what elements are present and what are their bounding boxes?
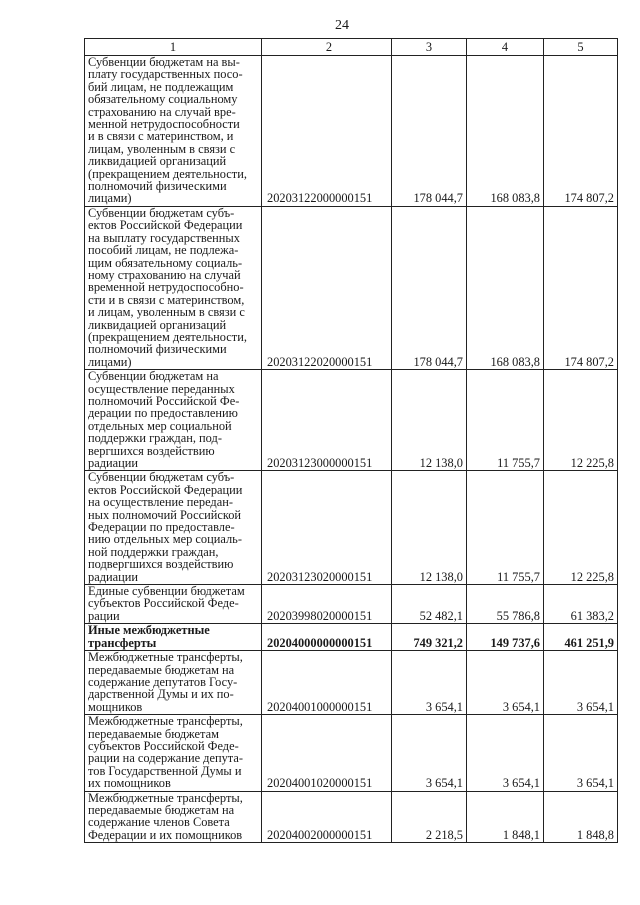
- row-name-line: содержание депутатов Госу-: [88, 674, 238, 689]
- row-name-line: лицам, уволенным в связи с: [88, 141, 236, 156]
- row-name-line: щим обязательному социаль-: [88, 255, 243, 270]
- row-value-col4: 11 755,7: [467, 471, 544, 585]
- row-name-line: радиации: [88, 569, 139, 584]
- row-name-line: передаваемые бюджетам: [88, 726, 219, 741]
- row-name-line: их помощников: [88, 776, 171, 791]
- row-name-line: ных полномочий Российской: [88, 507, 242, 522]
- row-name-cell: [85, 651, 262, 715]
- row-name-line: Субвенции бюджетам субъ-: [88, 470, 235, 485]
- header-col-4: 4: [467, 39, 544, 56]
- row-value-col3: 749 321,2: [392, 624, 467, 651]
- row-value-col4: 168 083,8: [467, 206, 544, 369]
- row-code-cell: 20203998020000151: [262, 585, 392, 624]
- row-name-line: Единые субвенции бюджетам: [88, 584, 245, 599]
- row-code-cell: 20204002000000151: [262, 791, 392, 843]
- row-name-line: подвергшихся воздействию: [88, 557, 234, 572]
- row-code-cell: 20203123020000151: [262, 471, 392, 585]
- row-value-col3: 3 654,1: [392, 651, 467, 715]
- page-number: 24: [335, 18, 349, 33]
- row-name-line: содержание членов Совета: [88, 815, 230, 830]
- row-name-line: на выплату государственных: [88, 230, 240, 245]
- row-value-col5: 3 654,1: [544, 651, 618, 715]
- row-name-cell: [85, 715, 262, 791]
- row-name-line: Федерации и их помощников: [88, 827, 243, 842]
- row-name-line: рации: [88, 608, 120, 623]
- row-value-col5: 1 848,8: [544, 791, 618, 843]
- row-name-line: передаваемые бюджетам на: [88, 662, 235, 677]
- row-value-col5: 174 807,2: [544, 56, 618, 207]
- row-value-col4: 149 737,6: [467, 624, 544, 651]
- row-name-line: временной нетрудоспособно-: [88, 280, 244, 295]
- row-name-line: страхованию на случай вре-: [88, 104, 236, 119]
- row-name-line: лицами): [88, 191, 132, 206]
- row-name-line: ному страхованию на случай: [88, 267, 241, 282]
- row-name-line: сти и в связи с материнством,: [88, 292, 245, 307]
- row-code-cell: 20204000000000151: [262, 624, 392, 651]
- row-value-col3: 12 138,0: [392, 471, 467, 585]
- row-name-line: Субвенции бюджетам на: [88, 369, 219, 384]
- budget-table: [84, 38, 618, 843]
- row-value-col3: 52 482,1: [392, 585, 467, 624]
- table-row: [85, 651, 618, 715]
- row-name-line: субъектов Российской Феде-: [88, 738, 239, 753]
- row-name-line: лицами): [88, 354, 132, 369]
- row-value-col4: 3 654,1: [467, 715, 544, 791]
- row-code-cell: 20204001020000151: [262, 715, 392, 791]
- row-code-cell: 20203122000000151: [262, 56, 392, 207]
- row-name-line: Межбюджетные трансферты,: [88, 650, 243, 665]
- row-name-line: Федерации по предоставле-: [88, 520, 235, 535]
- row-name-line: бий лицам, не подлежащим: [88, 79, 234, 94]
- table-row: [85, 370, 618, 471]
- row-value-col5: 12 225,8: [544, 370, 618, 471]
- row-name-line: (прекращением деятельности,: [88, 329, 247, 344]
- row-name-line: нию отдельных мер социаль-: [88, 532, 242, 547]
- row-name-cell: [85, 585, 262, 624]
- row-name-cell: [85, 370, 262, 471]
- row-name-line: полномочий Российской Фе-: [88, 393, 240, 408]
- row-name-line: и в связи с материнством, и: [88, 129, 234, 144]
- row-name-line: менной нетрудоспособности: [88, 117, 240, 132]
- row-name-line: пособий лицам, не подлежа-: [88, 243, 239, 258]
- row-name-cell: [85, 206, 262, 369]
- header-col-2: 2: [262, 39, 392, 56]
- table-row: [85, 715, 618, 791]
- row-value-col5: 174 807,2: [544, 206, 618, 369]
- table-row: [85, 56, 618, 207]
- row-name-line: поддержки граждан, под-: [88, 431, 222, 446]
- row-name-line: мощников: [88, 699, 143, 714]
- row-name-line: ной поддержки граждан,: [88, 544, 219, 559]
- row-code-cell: 20204001000000151: [262, 651, 392, 715]
- row-name-cell: [85, 624, 262, 651]
- row-value-col3: 3 654,1: [392, 715, 467, 791]
- row-value-col5: 3 654,1: [544, 715, 618, 791]
- row-name-line: полномочий физическими: [88, 342, 227, 357]
- row-name-cell: [85, 56, 262, 207]
- row-name-line: Межбюджетные трансферты,: [88, 790, 243, 805]
- row-value-col3: 178 044,7: [392, 206, 467, 369]
- header-col-5: 5: [544, 39, 618, 56]
- row-name-line: на осуществление передан-: [88, 495, 233, 510]
- row-name-line: вергшихся воздействию: [88, 443, 215, 458]
- row-name-line: ектов Российской Федерации: [88, 218, 243, 233]
- row-name-line: (прекращением деятельности,: [88, 166, 247, 181]
- row-name-line: полномочий физическими: [88, 179, 227, 194]
- row-name-cell: [85, 791, 262, 843]
- row-name-line: радиации: [88, 456, 139, 470]
- row-name-line: субъектов Российской Феде-: [88, 596, 239, 611]
- row-value-col5: 61 383,2: [544, 585, 618, 624]
- table-row: [85, 471, 618, 585]
- table-row: [85, 624, 618, 651]
- row-name-line: ликвидацией организаций: [88, 154, 227, 169]
- row-value-col3: 12 138,0: [392, 370, 467, 471]
- row-value-col5: 461 251,9: [544, 624, 618, 651]
- row-value-col4: 168 083,8: [467, 56, 544, 207]
- row-value-col4: 3 654,1: [467, 651, 544, 715]
- row-name-line: дарственной Думы и их по-: [88, 687, 234, 702]
- table-row: [85, 791, 618, 843]
- row-name-line: тов Государственной Думы и: [88, 763, 242, 778]
- row-name-line: ликвидацией организаций: [88, 317, 227, 332]
- row-name-line: плату государственных посо-: [88, 67, 243, 82]
- table-row: [85, 206, 618, 369]
- row-name-line: осуществление переданных: [88, 381, 235, 396]
- table-row: [85, 585, 618, 624]
- row-value-col3: 2 218,5: [392, 791, 467, 843]
- row-code-cell: 20203123000000151: [262, 370, 392, 471]
- row-value-col4: 1 848,1: [467, 791, 544, 843]
- row-name-line: рации на содержание депута-: [88, 751, 243, 766]
- row-name-line: и лицам, уволенным в связи с: [88, 305, 245, 320]
- row-name-line: Субвенции бюджетам на вы-: [88, 55, 240, 69]
- row-name-line: Иные межбюджетные: [88, 623, 210, 638]
- row-name-line: Субвенции бюджетам субъ-: [88, 205, 235, 220]
- row-name-line: обязательному социальному: [88, 92, 238, 107]
- row-value-col3: 178 044,7: [392, 56, 467, 207]
- row-value-col5: 12 225,8: [544, 471, 618, 585]
- row-value-col4: 55 786,8: [467, 585, 544, 624]
- row-name-line: дерации по предоставлению: [88, 406, 238, 421]
- header-col-3: 3: [392, 39, 467, 56]
- row-name-cell: [85, 471, 262, 585]
- row-value-col4: 11 755,7: [467, 370, 544, 471]
- table-header-row: [85, 39, 618, 56]
- row-name-line: Межбюджетные трансферты,: [88, 714, 243, 729]
- row-code-cell: 20203122020000151: [262, 206, 392, 369]
- row-name-line: ектов Российской Федерации: [88, 482, 243, 497]
- row-name-line: отдельных мер социальной: [88, 418, 232, 433]
- row-name-line: передаваемые бюджетам на: [88, 802, 235, 817]
- header-col-1: 1: [85, 39, 262, 56]
- row-name-line: трансферты: [88, 635, 157, 650]
